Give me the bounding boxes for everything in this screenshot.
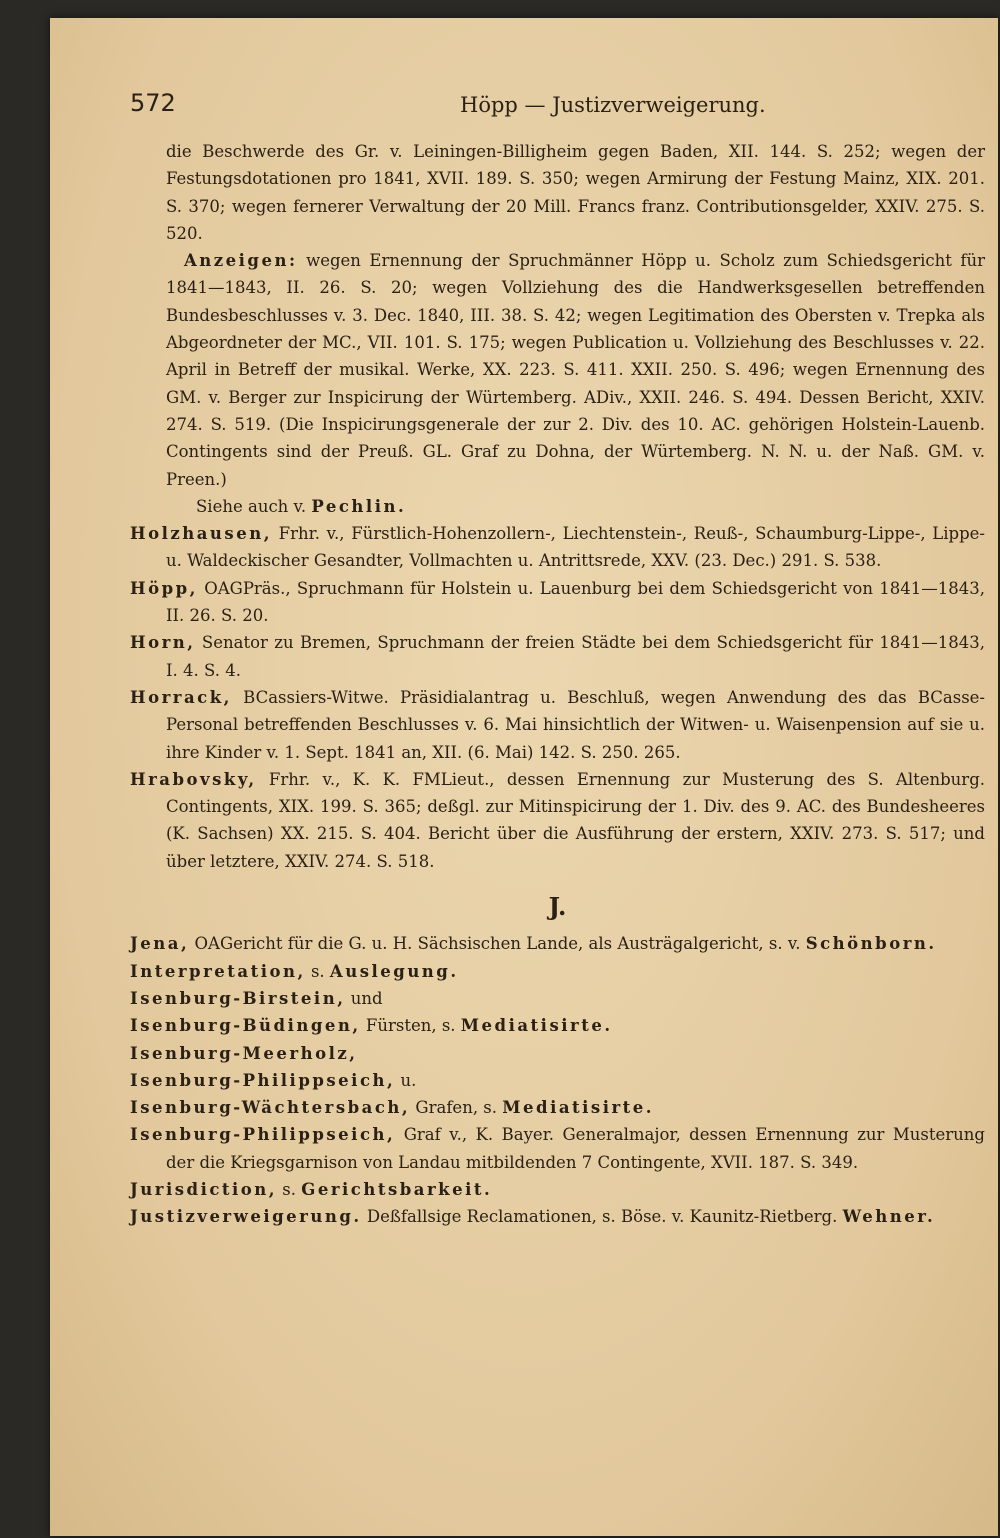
entry-text: Frhr. v., Fürstlich-Hohenzollern-, Liechtenstein-, Reuß-, Schaumburg-Lippe-, Lippe- u. Waldeckischer Gesandter, Vollmachten u. Antrittsrede, XXV. (23. Dec.) 291. S. 538.: [166, 524, 985, 571]
index-entry-holzhausen: [130, 520, 985, 575]
section-letter: J.: [548, 892, 567, 922]
entry-keyword: Interpretation,: [130, 961, 306, 981]
anzeigen-paragraph: [130, 247, 985, 493]
page-text: [130, 90, 985, 1231]
entry-keyword: Hrabovsky,: [130, 769, 257, 789]
entry-keyword: Isenburg-Philippseich,: [130, 1070, 396, 1090]
see-also-ref: Pechlin.: [311, 496, 407, 516]
entry-keyword: Horrack,: [130, 687, 232, 707]
entry-keyword: Holzhausen,: [130, 524, 272, 544]
entry-ref: Mediatisirte.: [460, 1016, 613, 1036]
entry-keyword: Jurisdiction,: [130, 1179, 278, 1199]
continuation-paragraph: die Beschwerde des Gr. v. Leiningen-Billigheim gegen Baden, XII. 144. S. 252; wegen der Festungsdotationen pro 1841, XVII. 189. S. 350; wegen Armirung der Festung Mainz, XIX. 201. S. 370; wegen fernerer Verwaltung der 20 Mill. Francs franz. Contributionsgelder, XXIV. 275. S. 520.: [166, 142, 985, 243]
entry-keyword: Jena,: [130, 934, 190, 954]
entry-keyword: Horn,: [130, 633, 196, 653]
entry-keyword: Isenburg-Büdingen,: [130, 1016, 361, 1036]
index-entry-isenburg-philippseich-graf: [130, 1121, 985, 1176]
entry-text: s.: [277, 1179, 302, 1199]
entry-text: BCassiers-Witwe. Präsidialantrag u. Beschluß, wegen Anwendung des das BCasse-Personal betreffenden Beschlusses v. 6. Mai hinsichtlich der Witwen- u. Waisenpension auf sie u. ihre Kinder v. 1. Sept. 1841 an, XII. (6. Mai) 142. S. 250. 265.: [166, 687, 985, 762]
entry-text: s.: [305, 961, 330, 981]
index-entry-isenburg-waechtersbach: [130, 1094, 985, 1121]
entry-ref: Gerichtsbarkeit.: [301, 1179, 493, 1199]
index-entry-justizverweigerung: [130, 1203, 985, 1230]
entry-text: und: [345, 988, 383, 1008]
entry-keyword: Isenburg-Wächtersbach,: [130, 1098, 411, 1118]
entry-text: Graf v., K. Bayer. Generalmajor, dessen Ernennung zur Musterung der die Kriegsgarnison von Landau mitbildenden 7 Contingente, XVII. 187. S. 349.: [166, 1125, 985, 1172]
index-entry-jena: [130, 930, 985, 957]
index-entry-hrabovsky: [130, 766, 985, 875]
running-head: Höpp — Justizverweigerung.: [460, 93, 766, 117]
entry-text: OAGericht für die G. u. H. Sächsischen Lande, als Austrägalgericht, s. v.: [189, 934, 806, 954]
entry-ref: Schönborn.: [805, 934, 937, 954]
entry-text: Fürsten, s.: [360, 1016, 461, 1036]
anzeigen-keyword: Anzeigen:: [184, 251, 298, 271]
index-entry-jurisdiction: [130, 1176, 985, 1203]
entry-ref: Auslegung.: [329, 961, 459, 981]
see-also-line: [130, 493, 985, 520]
entry-text: Senator zu Bremen, Spruchmann der freien Städte bei dem Schiedsgericht für 1841—1843, I. 4. S. 4.: [166, 633, 985, 680]
index-entry-isenburg-philippseich: [130, 1067, 985, 1094]
page-number: 572: [130, 89, 176, 117]
index-entry-isenburg-meerholz: [130, 1040, 985, 1067]
entry-ref: Mediatisirte.: [502, 1098, 655, 1118]
entry-ref: Wehner.: [842, 1207, 936, 1227]
entry-keyword: Höpp,: [130, 578, 198, 598]
book-page: [50, 18, 998, 1536]
index-entry-isenburg-buedingen: [130, 1012, 985, 1039]
see-also-label: Siehe auch v.: [196, 496, 312, 516]
entry-text: Deßfallsige Reclamationen, s. Böse. v. Kaunitz-Rietberg.: [361, 1207, 843, 1227]
entry-text: OAGPräs., Spruchmann für Holstein u. Lauenburg bei dem Schiedsgericht von 1841—1843, II. 26. S. 20.: [166, 578, 985, 626]
entry-text: Grafen, s.: [410, 1098, 503, 1118]
entry-keyword: Isenburg-Birstein,: [130, 988, 346, 1008]
entry-keyword: Isenburg-Philippseich,: [130, 1125, 396, 1145]
index-entry-horn: [130, 629, 985, 684]
index-entry-interpretation: [130, 958, 985, 985]
anzeigen-text: wegen Ernennung der Spruchmänner Höpp u. Scholz zum Schiedsgericht für 1841—1843, II. 26. S. 20; wegen Vollziehung des die Handwerksgesellen betreffenden Bundesbeschlusses v. 3. Dec. 1840, III. 38. S. 42; wegen Legitimation des Obersten v. Trepka als Abgeordneter der MC., VII. 101. S. 175; wegen Publication u. Vollziehung des Beschlusses v. 22. April in Betreff der musikal. Werke, XX. 223. S. 411. XXII. 250. S. 496; wegen Ernennung des GM. v. Berger zur Inspicirung der Würtemberg. ADiv., XXII. 246. S. 494. Dessen Bericht, XXIV. 274. S. 519. (Die Inspicirungsgenerale der zur 2. Div. des 10. AC. gehörigen Holstein-Lauenb. Contingents sind der Preuß. GL. Graf zu Dohna, der Würtemberg. N. N. u. der Naß. GM. v. Preen.): [166, 251, 985, 489]
entry-keyword: Justizverweigerung.: [130, 1207, 362, 1227]
entry-text: u.: [395, 1070, 417, 1090]
entry-text: Frhr. v., K. K. FMLieut., dessen Ernennung zur Musterung des S. Altenburg. Contingents, XIX. 199. S. 365; deßgl. zur Mitinspicirung der 1. Div. des 9. AC. des Bundesheeres (K. Sachsen) XX. 215. S. 404. Bericht über die Ausführung der erstern, XXIV. 273. S. 517; und über letztere, XXIV. 274. S. 518.: [166, 769, 985, 871]
index-entry-hoepp: [130, 575, 985, 630]
index-entry-horrack: [130, 684, 985, 766]
index-entry-isenburg-birstein: [130, 985, 985, 1012]
entry-keyword: Isenburg-Meerholz,: [130, 1043, 358, 1063]
page-header: [130, 90, 985, 136]
